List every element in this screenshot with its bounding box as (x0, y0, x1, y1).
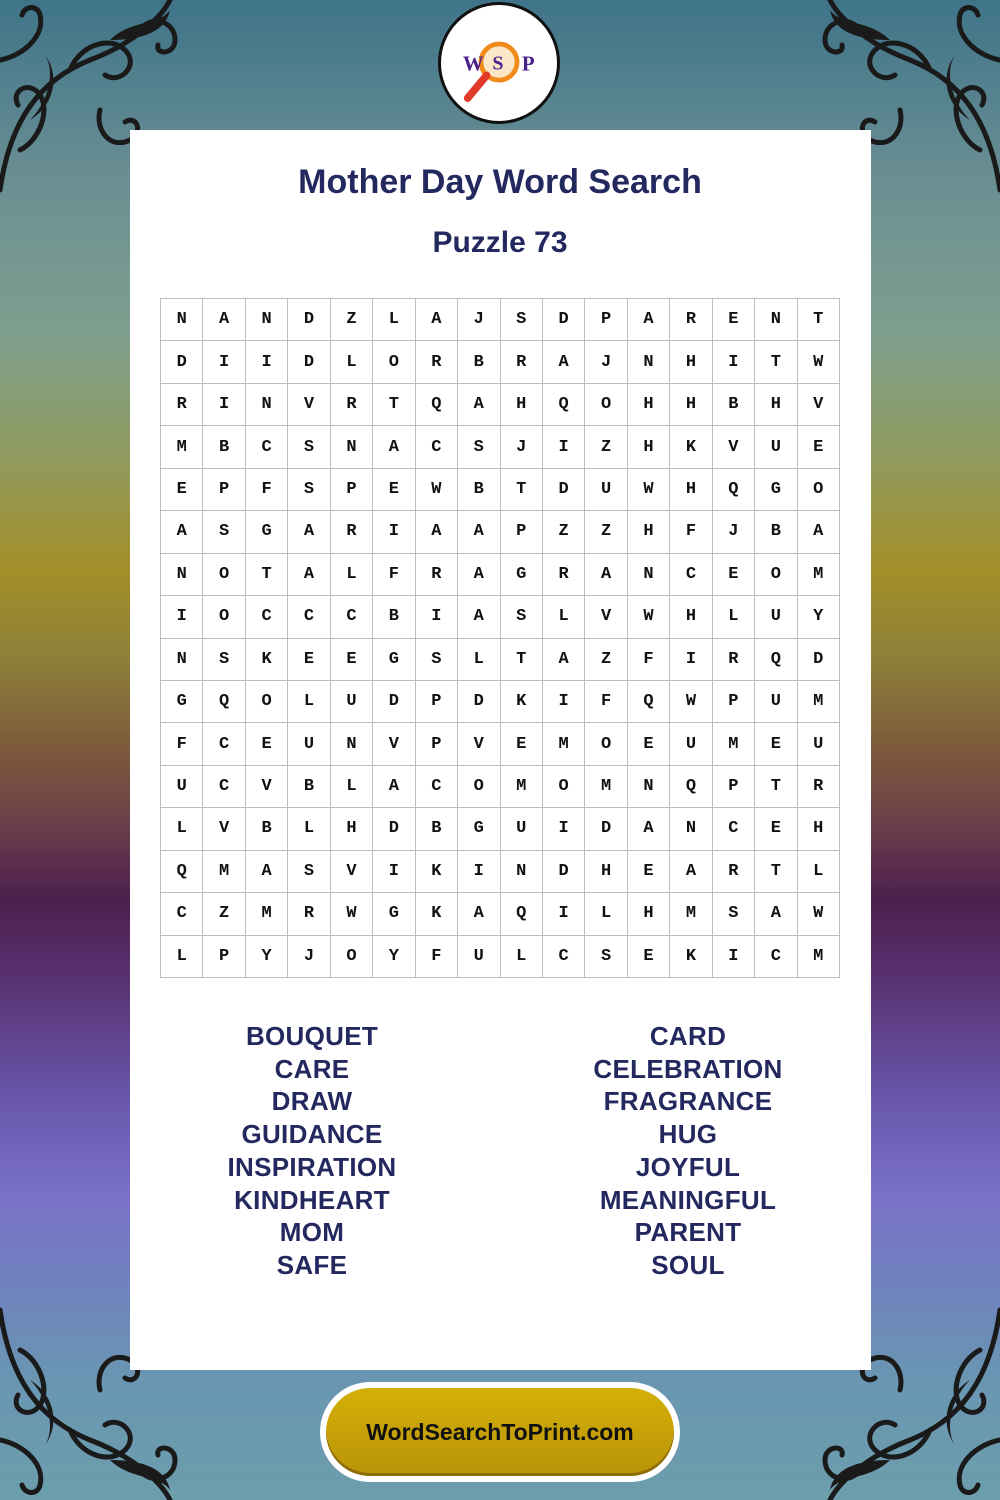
grid-cell[interactable]: A (161, 511, 203, 553)
grid-cell[interactable]: S (458, 426, 500, 468)
grid-cell[interactable]: A (585, 554, 627, 596)
grid-cell[interactable]: G (373, 893, 415, 935)
logo-letter-w: W (462, 51, 484, 76)
word-list-item: SAFE (276, 1249, 348, 1280)
grid-cell[interactable]: F (585, 681, 627, 723)
grid-cell[interactable]: W (670, 681, 712, 723)
grid-cell[interactable]: U (161, 766, 203, 808)
grid-cell[interactable]: C (670, 554, 712, 596)
word-list-item: CARE (274, 1053, 350, 1084)
grid-cell[interactable]: T (755, 766, 797, 808)
grid-cell[interactable]: R (161, 384, 203, 426)
grid-cell[interactable]: D (798, 639, 840, 681)
grid-cell[interactable]: V (458, 723, 500, 765)
grid-cell[interactable]: N (161, 554, 203, 596)
website-link-button[interactable]: WordSearchToPrint.com (326, 1388, 674, 1476)
grid-cell[interactable]: A (543, 341, 585, 383)
grid-cell[interactable]: F (373, 554, 415, 596)
grid-cell[interactable]: L (161, 936, 203, 978)
grid-cell[interactable]: F (670, 511, 712, 553)
grid-cell[interactable]: I (543, 681, 585, 723)
grid-cell[interactable]: B (203, 426, 245, 468)
site-logo[interactable] (438, 2, 560, 124)
grid-cell[interactable]: R (331, 511, 373, 553)
grid-cell[interactable]: I (373, 851, 415, 893)
grid-cell[interactable]: I (161, 596, 203, 638)
grid-cell[interactable]: G (755, 469, 797, 511)
grid-cell[interactable]: I (543, 808, 585, 850)
grid-cell[interactable]: O (203, 554, 245, 596)
grid-cell[interactable]: A (458, 596, 500, 638)
grid-cell[interactable]: T (373, 384, 415, 426)
grid-cell[interactable]: I (670, 639, 712, 681)
grid-cell[interactable]: E (798, 426, 840, 468)
grid-cell[interactable]: D (543, 299, 585, 341)
grid-cell[interactable]: T (246, 554, 288, 596)
grid-cell[interactable]: V (203, 808, 245, 850)
grid-cell[interactable]: P (203, 469, 245, 511)
grid-cell[interactable]: U (670, 723, 712, 765)
grid-cell[interactable]: Q (501, 893, 543, 935)
grid-cell[interactable]: F (246, 469, 288, 511)
grid-cell[interactable]: I (203, 341, 245, 383)
grid-cell[interactable]: N (755, 299, 797, 341)
letter-grid (160, 298, 840, 978)
grid-cell[interactable]: E (755, 723, 797, 765)
grid-cell[interactable]: I (713, 341, 755, 383)
grid-cell[interactable]: O (585, 723, 627, 765)
grid-cell[interactable]: H (501, 384, 543, 426)
grid-cell[interactable]: N (501, 851, 543, 893)
grid-cell[interactable]: E (501, 723, 543, 765)
grid-cell[interactable]: A (203, 299, 245, 341)
grid-cell[interactable]: U (458, 936, 500, 978)
grid-cell[interactable]: Q (670, 766, 712, 808)
grid-cell[interactable]: M (203, 851, 245, 893)
grid-cell[interactable]: V (246, 766, 288, 808)
grid-cell[interactable]: M (543, 723, 585, 765)
grid-cell[interactable]: R (416, 341, 458, 383)
grid-cell[interactable]: A (373, 426, 415, 468)
grid-cell[interactable]: Y (246, 936, 288, 978)
grid-cell[interactable]: A (416, 299, 458, 341)
grid-cell[interactable]: R (416, 554, 458, 596)
word-list-item: BOUQUET (245, 1021, 379, 1051)
grid-cell[interactable]: E (161, 469, 203, 511)
grid-cell[interactable]: M (501, 766, 543, 808)
grid-cell[interactable]: N (161, 299, 203, 341)
page-title: Mother Day Word Search (298, 163, 702, 201)
grid-cell[interactable]: E (713, 554, 755, 596)
grid-cell[interactable]: A (798, 511, 840, 553)
grid-cell[interactable]: Z (331, 299, 373, 341)
grid-cell[interactable]: H (670, 341, 712, 383)
grid-cell[interactable]: H (670, 596, 712, 638)
grid-cell[interactable]: P (585, 299, 627, 341)
grid-cell[interactable]: G (246, 511, 288, 553)
grid-cell[interactable]: Z (585, 511, 627, 553)
grid-cell[interactable]: F (161, 723, 203, 765)
grid-cell[interactable]: Q (203, 681, 245, 723)
grid-cell[interactable]: C (161, 893, 203, 935)
grid-cell[interactable]: N (161, 639, 203, 681)
grid-cell[interactable]: Z (543, 511, 585, 553)
grid-cell[interactable]: A (628, 299, 670, 341)
grid-cell[interactable]: S (501, 299, 543, 341)
grid-cell[interactable]: D (373, 681, 415, 723)
grid-cell[interactable]: B (416, 808, 458, 850)
grid-cell[interactable]: L (331, 766, 373, 808)
grid-cell[interactable]: D (288, 341, 330, 383)
grid-cell[interactable]: B (288, 766, 330, 808)
grid-cell[interactable]: A (288, 511, 330, 553)
grid-cell[interactable]: P (501, 511, 543, 553)
grid-cell[interactable]: B (458, 469, 500, 511)
grid-cell[interactable]: B (246, 808, 288, 850)
grid-cell[interactable]: Z (585, 639, 627, 681)
grid-cell[interactable]: Q (416, 384, 458, 426)
grid-cell[interactable]: C (331, 596, 373, 638)
grid-cell[interactable]: M (798, 554, 840, 596)
grid-cell[interactable]: F (628, 639, 670, 681)
grid-cell[interactable]: H (628, 426, 670, 468)
grid-cell[interactable]: R (501, 341, 543, 383)
grid-cell[interactable]: R (331, 384, 373, 426)
grid-cell[interactable]: D (543, 851, 585, 893)
grid-cell[interactable]: A (373, 766, 415, 808)
grid-cell[interactable]: J (288, 936, 330, 978)
grid-cell[interactable]: O (755, 554, 797, 596)
word-list-left (162, 1020, 462, 1282)
grid-cell[interactable]: L (713, 596, 755, 638)
grid-cell[interactable]: K (670, 426, 712, 468)
grid-cell[interactable]: V (713, 426, 755, 468)
grid-cell[interactable]: E (628, 851, 670, 893)
grid-cell[interactable]: L (798, 851, 840, 893)
grid-cell[interactable]: W (798, 341, 840, 383)
grid-cell[interactable]: P (713, 681, 755, 723)
grid-cell[interactable]: S (203, 511, 245, 553)
grid-cell[interactable]: A (458, 511, 500, 553)
grid-cell[interactable]: W (331, 893, 373, 935)
grid-cell[interactable]: T (755, 851, 797, 893)
grid-cell[interactable]: U (798, 723, 840, 765)
grid-cell[interactable]: J (713, 511, 755, 553)
grid-cell[interactable]: R (543, 554, 585, 596)
grid-cell[interactable]: E (246, 723, 288, 765)
grid-cell[interactable]: I (713, 936, 755, 978)
grid-cell[interactable]: L (288, 681, 330, 723)
grid-cell[interactable]: V (373, 723, 415, 765)
grid-cell[interactable]: R (713, 851, 755, 893)
grid-cell[interactable]: H (628, 511, 670, 553)
grid-cell[interactable]: T (501, 469, 543, 511)
grid-cell[interactable]: C (288, 596, 330, 638)
grid-cell[interactable]: N (628, 341, 670, 383)
grid-cell[interactable]: G (161, 681, 203, 723)
grid-cell[interactable]: I (458, 851, 500, 893)
grid-cell[interactable]: D (543, 469, 585, 511)
grid-cell[interactable]: J (585, 341, 627, 383)
word-list-item: INSPIRATION (227, 1151, 397, 1182)
grid-cell[interactable]: U (331, 681, 373, 723)
grid-cell[interactable]: A (458, 893, 500, 935)
grid-cell[interactable]: Y (373, 936, 415, 978)
grid-cell[interactable]: V (288, 384, 330, 426)
grid-cell[interactable]: C (416, 766, 458, 808)
grid-cell[interactable]: E (713, 299, 755, 341)
grid-cell[interactable]: I (416, 596, 458, 638)
grid-cell[interactable]: P (331, 469, 373, 511)
grid-cell[interactable]: D (458, 681, 500, 723)
grid-cell[interactable]: L (501, 936, 543, 978)
grid-cell[interactable]: L (331, 554, 373, 596)
grid-cell[interactable]: W (628, 596, 670, 638)
grid-cell[interactable]: L (288, 808, 330, 850)
grid-cell[interactable]: Q (755, 639, 797, 681)
grid-cell[interactable]: C (713, 808, 755, 850)
grid-cell[interactable]: I (246, 341, 288, 383)
grid-cell[interactable]: D (161, 341, 203, 383)
grid-cell[interactable]: O (331, 936, 373, 978)
grid-cell[interactable]: O (585, 384, 627, 426)
grid-cell[interactable]: L (543, 596, 585, 638)
grid-cell[interactable]: O (543, 766, 585, 808)
grid-cell[interactable]: U (501, 808, 543, 850)
grid-cell[interactable]: V (331, 851, 373, 893)
grid-cell[interactable]: M (670, 893, 712, 935)
word-list-item: GUIDANCE (241, 1119, 383, 1150)
word-list-item: PARENT (634, 1217, 742, 1248)
grid-cell[interactable]: H (628, 893, 670, 935)
grid-cell[interactable]: P (203, 936, 245, 978)
grid-cell[interactable]: J (501, 426, 543, 468)
grid-cell[interactable]: B (458, 341, 500, 383)
grid-cell[interactable]: S (288, 851, 330, 893)
grid-cell[interactable]: S (288, 426, 330, 468)
grid-cell[interactable]: Z (203, 893, 245, 935)
grid-cell[interactable]: C (246, 426, 288, 468)
grid-cell[interactable]: D (585, 808, 627, 850)
grid-cell[interactable]: O (373, 341, 415, 383)
grid-cell[interactable]: A (416, 511, 458, 553)
word-list-item: HUG (658, 1119, 718, 1150)
grid-cell[interactable]: S (288, 469, 330, 511)
grid-cell[interactable]: P (416, 723, 458, 765)
grid-cell[interactable]: C (203, 766, 245, 808)
grid-cell[interactable]: L (161, 808, 203, 850)
grid-cell[interactable]: B (713, 384, 755, 426)
grid-cell[interactable]: I (543, 893, 585, 935)
grid-cell[interactable]: B (373, 596, 415, 638)
grid-cell[interactable]: P (713, 766, 755, 808)
word-list-item: SOUL (651, 1249, 725, 1280)
grid-cell[interactable]: L (585, 893, 627, 935)
grid-cell[interactable]: N (670, 808, 712, 850)
grid-cell[interactable]: H (331, 808, 373, 850)
grid-cell[interactable]: Q (628, 681, 670, 723)
grid-cell[interactable]: U (755, 596, 797, 638)
grid-cell[interactable]: H (670, 469, 712, 511)
grid-cell[interactable]: C (203, 723, 245, 765)
word-list-item: KINDHEART (234, 1184, 390, 1215)
grid-cell[interactable]: A (288, 554, 330, 596)
grid-cell[interactable]: R (670, 299, 712, 341)
grid-cell[interactable]: L (458, 639, 500, 681)
grid-cell[interactable]: N (246, 384, 288, 426)
grid-cell[interactable]: A (543, 639, 585, 681)
word-list-item: JOYFUL (635, 1151, 741, 1182)
grid-cell[interactable]: O (246, 681, 288, 723)
grid-cell[interactable]: M (798, 681, 840, 723)
grid-cell[interactable]: F (416, 936, 458, 978)
grid-cell[interactable]: O (203, 596, 245, 638)
grid-cell[interactable]: H (798, 808, 840, 850)
grid-cell[interactable]: N (628, 766, 670, 808)
grid-cell[interactable]: G (458, 808, 500, 850)
logo-letter-s: S (492, 52, 504, 75)
grid-cell[interactable]: O (458, 766, 500, 808)
grid-cell[interactable]: I (543, 426, 585, 468)
grid-cell[interactable]: C (755, 936, 797, 978)
grid-cell[interactable]: N (628, 554, 670, 596)
word-list-right (538, 1020, 838, 1282)
grid-cell[interactable]: K (416, 893, 458, 935)
grid-cell[interactable]: U (755, 426, 797, 468)
grid-cell[interactable]: L (373, 299, 415, 341)
grid-cell[interactable]: H (585, 851, 627, 893)
grid-cell[interactable]: S (203, 639, 245, 681)
grid-cell[interactable]: Q (543, 384, 585, 426)
grid-cell[interactable]: P (416, 681, 458, 723)
grid-cell[interactable]: T (755, 341, 797, 383)
grid-cell[interactable]: G (373, 639, 415, 681)
grid-cell[interactable]: R (713, 639, 755, 681)
grid-cell[interactable]: M (161, 426, 203, 468)
grid-cell[interactable]: R (288, 893, 330, 935)
grid-cell[interactable]: S (585, 936, 627, 978)
grid-cell[interactable]: T (798, 299, 840, 341)
grid-cell[interactable]: K (246, 639, 288, 681)
grid-cell[interactable]: H (670, 384, 712, 426)
grid-cell[interactable]: S (501, 596, 543, 638)
grid-cell[interactable]: S (416, 639, 458, 681)
grid-cell[interactable]: I (373, 511, 415, 553)
grid-cell[interactable]: D (373, 808, 415, 850)
magnifier-icon (441, 5, 557, 121)
grid-cell[interactable]: Q (713, 469, 755, 511)
grid-cell[interactable]: E (373, 469, 415, 511)
grid-cell[interactable]: N (246, 299, 288, 341)
grid-cell[interactable]: C (246, 596, 288, 638)
word-list-item: MOM (279, 1217, 345, 1248)
grid-cell[interactable]: U (288, 723, 330, 765)
grid-cell[interactable]: E (628, 936, 670, 978)
grid-cell[interactable]: J (458, 299, 500, 341)
grid-cell[interactable]: W (628, 469, 670, 511)
grid-cell[interactable]: A (755, 893, 797, 935)
grid-cell[interactable]: W (416, 469, 458, 511)
grid-cell[interactable]: E (288, 639, 330, 681)
grid-cell[interactable]: C (416, 426, 458, 468)
grid-cell[interactable]: U (755, 681, 797, 723)
grid-cell[interactable]: A (246, 851, 288, 893)
word-list-item: DRAW (271, 1086, 353, 1117)
grid-cell[interactable]: Y (798, 596, 840, 638)
grid-cell[interactable]: R (798, 766, 840, 808)
grid-cell[interactable]: A (670, 851, 712, 893)
word-list-item: FRAGRANCE (603, 1086, 773, 1117)
grid-cell[interactable]: A (458, 384, 500, 426)
grid-cell[interactable]: I (203, 384, 245, 426)
word-list-item: CELEBRATION (593, 1053, 783, 1084)
grid-cell[interactable]: K (501, 681, 543, 723)
grid-cell[interactable]: A (458, 554, 500, 596)
grid-cell[interactable]: C (543, 936, 585, 978)
grid-cell[interactable]: K (670, 936, 712, 978)
logo-letter-p: P (521, 51, 535, 76)
grid-cell[interactable]: G (501, 554, 543, 596)
grid-cell[interactable]: H (755, 384, 797, 426)
grid-cell[interactable]: E (331, 639, 373, 681)
grid-cell[interactable]: Z (585, 426, 627, 468)
grid-cell[interactable]: H (628, 384, 670, 426)
grid-cell[interactable]: O (798, 469, 840, 511)
grid-cell[interactable]: D (288, 299, 330, 341)
word-list-item: MEANINGFUL (599, 1184, 777, 1215)
grid-cell[interactable]: E (755, 808, 797, 850)
grid-cell[interactable]: L (331, 341, 373, 383)
grid-cell[interactable]: V (798, 384, 840, 426)
grid-cell[interactable]: S (713, 893, 755, 935)
grid-cell[interactable]: W (798, 893, 840, 935)
grid-cell[interactable]: K (416, 851, 458, 893)
grid-cell[interactable]: M (585, 766, 627, 808)
grid-cell[interactable]: N (331, 426, 373, 468)
grid-cell[interactable]: T (501, 639, 543, 681)
grid-cell[interactable]: Q (161, 851, 203, 893)
grid-cell[interactable]: M (798, 936, 840, 978)
grid-cell[interactable]: U (585, 469, 627, 511)
grid-cell[interactable]: E (628, 723, 670, 765)
grid-cell[interactable]: M (713, 723, 755, 765)
grid-cell[interactable]: A (628, 808, 670, 850)
grid-cell[interactable]: M (246, 893, 288, 935)
grid-cell[interactable]: V (585, 596, 627, 638)
word-list-item: CARD (649, 1021, 727, 1051)
puzzle-number: Puzzle 73 (432, 226, 568, 259)
grid-cell[interactable]: N (331, 723, 373, 765)
grid-cell[interactable]: B (755, 511, 797, 553)
